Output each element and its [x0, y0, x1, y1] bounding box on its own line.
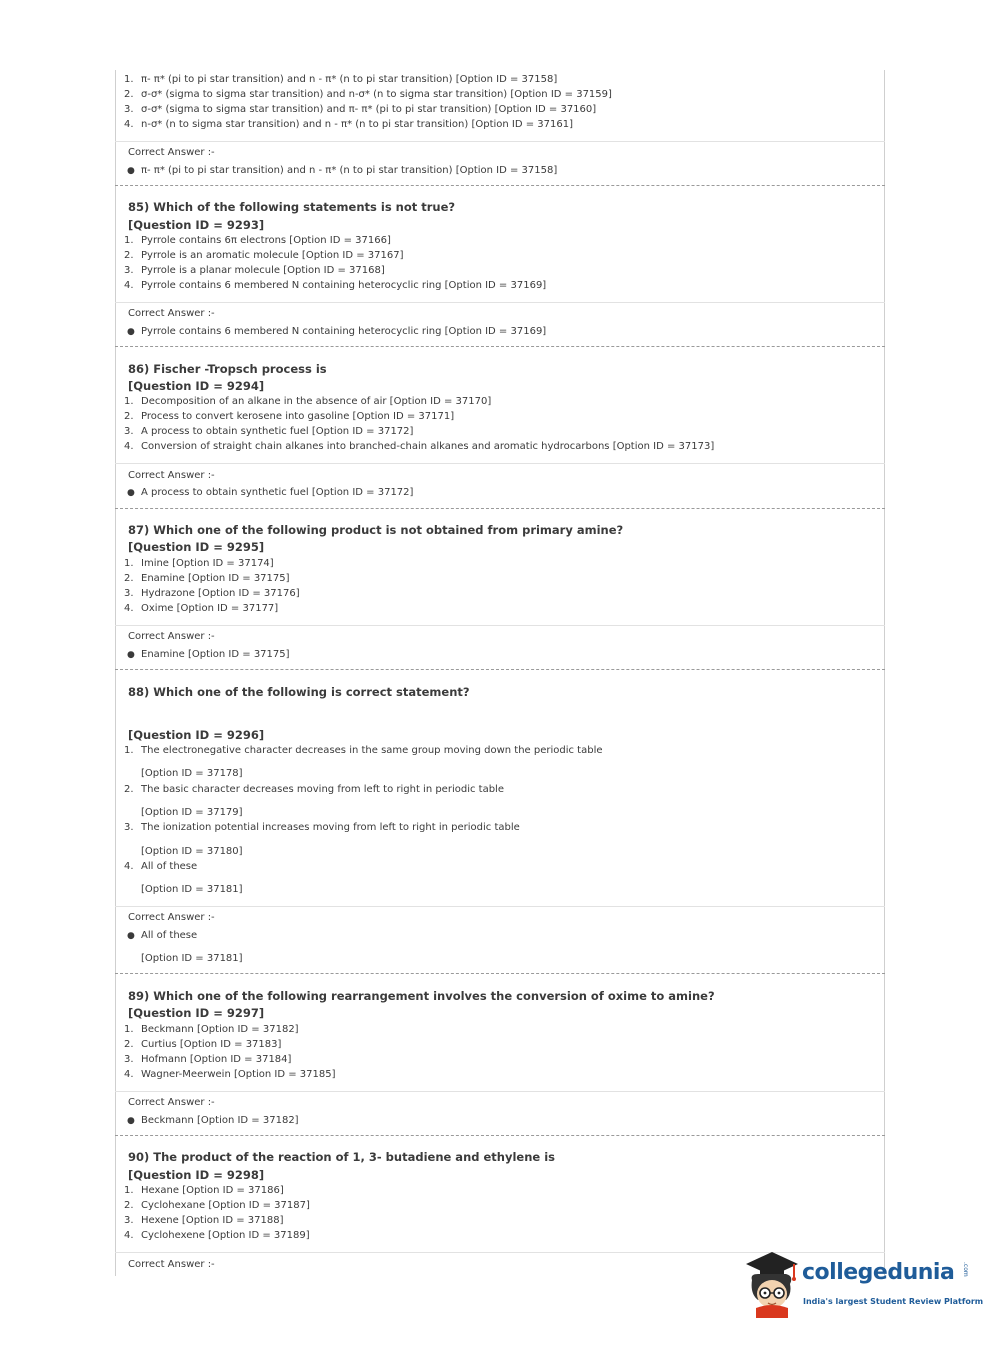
- question-id: [Question ID = 9297]: [128, 1006, 265, 1020]
- option-item: 1. π- π* (pi to pi star transition) and n - π* (n to pi star transition) [Option ID = 37158]: [124, 74, 558, 85]
- option-item: 3. Hexene [Option ID = 37188]: [124, 1215, 284, 1226]
- collegedunia-logo: [742, 1250, 982, 1320]
- question-title: 87) Which one of the following product is not obtained from primary amine?: [128, 523, 624, 537]
- correct-answer-label: Correct Answer :-: [128, 147, 215, 158]
- option-item: 4. Wagner-Meerwein [Option ID = 37185]: [124, 1069, 336, 1080]
- question-id: [Question ID = 9293]: [128, 218, 265, 232]
- option-item: 4. Oxime [Option ID = 37177]: [124, 603, 279, 614]
- option-item: 3. The ionization potential increases moving from left to right in periodic table: [124, 822, 520, 833]
- option-item: 3. Pyrrole is a planar molecule [Option ID = 37168]: [124, 265, 385, 276]
- option-item: 2. Pyrrole is an aromatic molecule [Option ID = 37167]: [124, 250, 404, 261]
- question-id: [Question ID = 9298]: [128, 1168, 265, 1182]
- correct-answer-label: Correct Answer :-: [128, 631, 215, 642]
- bullet-icon: ●: [127, 488, 135, 498]
- correct-answer-label: Correct Answer :-: [128, 308, 215, 319]
- correct-answer-label: Correct Answer :-: [128, 1259, 215, 1270]
- option-item: 3. Hofmann [Option ID = 37184]: [124, 1054, 292, 1065]
- option-id: [Option ID = 37181]: [141, 884, 243, 895]
- correct-answer: ● Beckmann [Option ID = 37182]: [127, 1115, 299, 1126]
- page-border-left: [115, 70, 116, 1276]
- option-item: 2. Process to convert kerosene into gasoline [Option ID = 37171]: [124, 411, 455, 422]
- section-divider: [115, 463, 885, 464]
- option-id: [Option ID = 37178]: [141, 768, 243, 779]
- correct-answer-label: Correct Answer :-: [128, 470, 215, 481]
- option-item: 1. Decomposition of an alkane in the absence of air [Option ID = 37170]: [124, 396, 492, 407]
- correct-answer: ● Enamine [Option ID = 37175]: [127, 649, 290, 660]
- correct-answer-label: Correct Answer :-: [128, 1097, 215, 1108]
- option-item: 4. Conversion of straight chain alkanes into branched-chain alkanes and aromatic hydrocarbons [Option ID = 37173]: [124, 441, 715, 452]
- bullet-icon: ●: [127, 327, 135, 337]
- question-separator: [115, 1135, 885, 1136]
- option-id: [Option ID = 37179]: [141, 807, 243, 818]
- section-divider: [115, 141, 885, 142]
- option-item: 2. σ-σ* (sigma to sigma star transition) and n-σ* (n to sigma star transition) [Option ID = 37159]: [124, 89, 612, 100]
- question-separator: [115, 973, 885, 974]
- option-item: 3. A process to obtain synthetic fuel [Option ID = 37172]: [124, 426, 414, 437]
- option-item: 1. The electronegative character decreases in the same group moving down the periodic table: [124, 745, 603, 756]
- section-divider: [115, 1091, 885, 1092]
- logo-tagline: India's largest Student Review Platform: [803, 1297, 984, 1306]
- option-item: 4. Pyrrole contains 6 membered N containing heterocyclic ring [Option ID = 37169]: [124, 280, 547, 291]
- option-item: 4. All of these: [124, 861, 198, 872]
- option-item: 1. Imine [Option ID = 37174]: [124, 558, 274, 569]
- question-title: 89) Which one of the following rearrangement involves the conversion of oxime to amine?: [128, 989, 715, 1003]
- option-id: [Option ID = 37180]: [141, 846, 243, 857]
- question-separator: [115, 669, 885, 670]
- option-item: 4. n-σ* (n to sigma star transition) and n - π* (n to pi star transition) [Option ID = 37161]: [124, 119, 574, 130]
- correct-answer: ● π- π* (pi to pi star transition) and n - π* (n to pi star transition) [Option ID = 37158]: [127, 165, 558, 176]
- bullet-icon: ●: [127, 931, 135, 941]
- option-id: [Option ID = 37181]: [141, 953, 243, 964]
- question-separator: [115, 346, 885, 347]
- option-item: 4. Cyclohexene [Option ID = 37189]: [124, 1230, 310, 1241]
- bullet-icon: ●: [127, 166, 135, 176]
- option-item: 1. Hexane [Option ID = 37186]: [124, 1185, 284, 1196]
- option-item: 2. The basic character decreases moving from left to right in periodic table: [124, 784, 504, 795]
- section-divider: [115, 625, 885, 626]
- option-item: 3. Hydrazone [Option ID = 37176]: [124, 588, 300, 599]
- question-id: [Question ID = 9295]: [128, 540, 265, 554]
- question-title: 85) Which of the following statements is not true?: [128, 200, 456, 214]
- page-border-right: [884, 70, 885, 1276]
- question-title: 86) Fischer -Tropsch process is: [128, 362, 327, 376]
- section-divider: [115, 302, 885, 303]
- option-item: 1. Pyrrole contains 6π electrons [Option ID = 37166]: [124, 235, 391, 246]
- option-item: 2. Cyclohexane [Option ID = 37187]: [124, 1200, 310, 1211]
- mascot-icon: [742, 1250, 800, 1318]
- correct-answer: ● A process to obtain synthetic fuel [Option ID = 37172]: [127, 487, 414, 498]
- option-item: 1. Beckmann [Option ID = 37182]: [124, 1024, 299, 1035]
- logo-dotcom: .com: [962, 1262, 969, 1277]
- section-divider: [115, 906, 885, 907]
- logo-wordmark: collegedunia: [802, 1260, 955, 1285]
- question-separator: [115, 508, 885, 509]
- option-item: 3. σ-σ* (sigma to sigma star transition) and π- π* (pi to pi star transition) [Option ID = 37160]: [124, 104, 597, 115]
- correct-answer: ● All of these: [127, 930, 198, 941]
- question-title: 90) The product of the reaction of 1, 3- butadiene and ethylene is: [128, 1150, 555, 1164]
- bullet-icon: ●: [127, 650, 135, 660]
- question-id: [Question ID = 9296]: [128, 728, 265, 742]
- question-id: [Question ID = 9294]: [128, 379, 265, 393]
- question-title: 88) Which one of the following is correct statement?: [128, 685, 470, 699]
- correct-answer: ● Pyrrole contains 6 membered N containing heterocyclic ring [Option ID = 37169]: [127, 326, 547, 337]
- bullet-icon: ●: [127, 1116, 135, 1126]
- correct-answer-label: Correct Answer :-: [128, 912, 215, 923]
- question-separator: [115, 185, 885, 186]
- option-item: 2. Curtius [Option ID = 37183]: [124, 1039, 282, 1050]
- option-item: 2. Enamine [Option ID = 37175]: [124, 573, 290, 584]
